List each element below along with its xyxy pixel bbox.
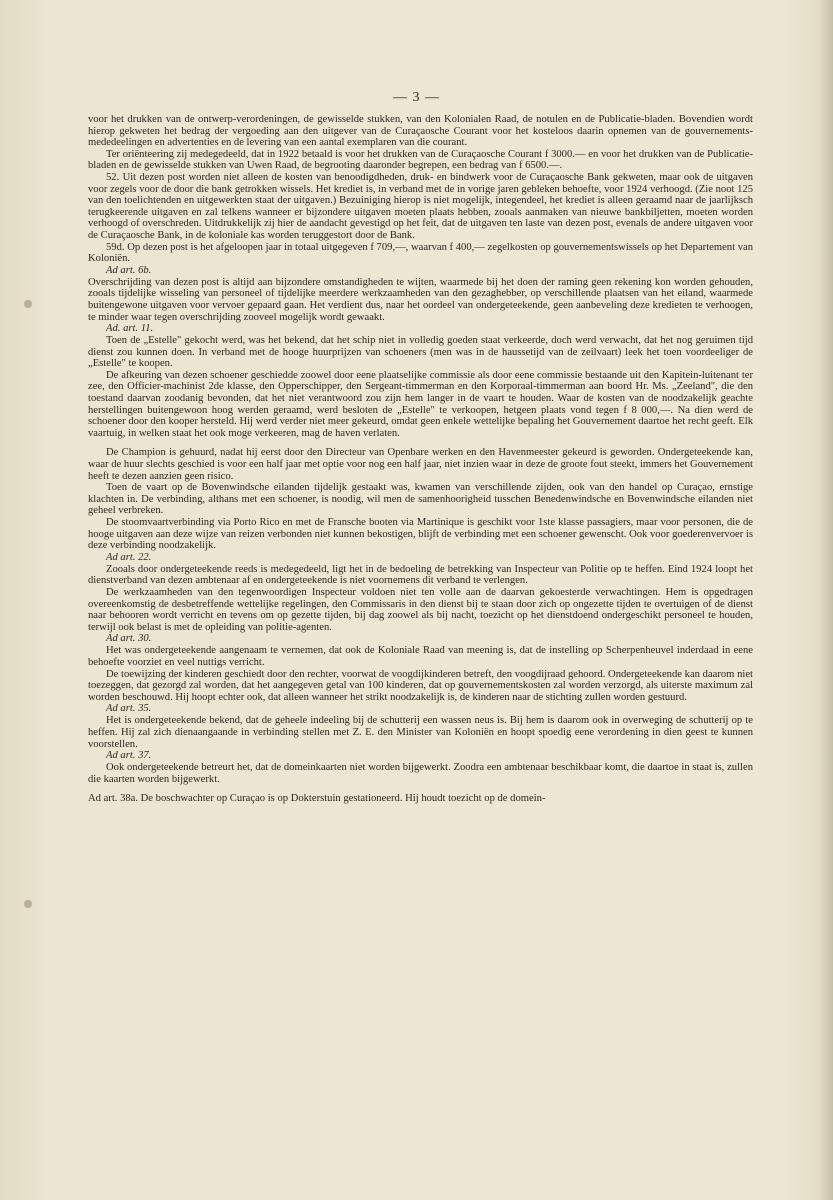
paragraph: Toen de vaart op de Bovenwindsche eilanden tijdelijk gestaakt was, kwamen van verschillende zijden, ook van den handel op Curaçao, ernstige klachten in. De verbinding, althans met een schoener, is noodig, wil men de samenhoorigheid tusschen Benedenwindsche en Bovenwindsche eilanden niet geheel verbreken. (88, 482, 753, 517)
paragraph: De stoomvaartverbinding via Porto Rico en met de Fransche booten via Martinique is geschikt voor 1ste klasse passagiers, maar voor personen, die de hooge uitgaven aan deze wijze van reizen verbonden niet kunnen bekostigen, blijft de verbinding met een schoener gewenscht. Ook voor goederenvervoer is deze verbinding noodzakelijk. (88, 517, 753, 552)
section-heading: Ad art. 6b. (106, 264, 152, 276)
section-gap (88, 785, 753, 793)
section-gap (88, 439, 753, 447)
section-heading: Ad art. 22. (106, 551, 152, 563)
paragraph: Het was ondergeteekende aangenaam te vernemen, dat ook de Koloniale Raad van meening is, dat de instelling op Scherpenheuvel inderdaad in eene behoefte voorziet en veel nuttigs verricht. (88, 645, 753, 668)
paragraph: De toewijzing der kinderen geschiedt door den rechter, voorwat de voogdijkinderen betreft, den voogdijraad gehoord. Ondergeteekende kan daarom niet toezeggen, dat gezorgd zal worden, dat het aangegeven getal van 100 kinderen, dat op gouvernementskosten zal worden verzorgd, als uiterste maximum zal worden beschouwd. Hij hoopt echter ook, dat alleen wanneer het strikt noodzakelijk is, de kinderen naar de stichting zullen worden gestuurd. (88, 668, 753, 703)
section-heading: Ad art. 37. (106, 750, 152, 762)
paragraph: 59d. Op dezen post is het afgeloopen jaar in totaal uitgegeven f 709,—, waarvan f 400,— zegelkosten op gouvernementswissels op het Departement van Koloniën. (88, 241, 753, 265)
paragraph: De afkeuring van dezen schoener geschiedde zoowel door eene plaatselijke commissie als door eene commissie bestaande uit den Kapitein-luitenant ter zee, den Officier-machinist 2de klasse, den Opperschipper, den Sergeant-timmerman en den Korporaal-timmerman aan boord Hr. Ms. „Zeeland", die den toestand daarvan zoodanig bevonden, dat het niet verantwoord zou zijn hem langer in de vaart te houden. Waar de kosten van de noodzakelijk geachte herstellingen buitengewoon hoog werden geraamd, werd besloten de „Estelle" te verkoopen, hetgeen plaats vond tegen f 8 000,—. Na dien werd de schoener door den kooper hersteld. Hij werd verder niet meer gekeurd, omdat geen enkele wettelijke bepaling het Gouvernement daartoe het recht geeft. Elk vaartuig, in welken staat het ook moge verkeeren, mag de haven verlaten. (88, 369, 753, 439)
document-body (88, 114, 753, 805)
punch-hole-top (24, 300, 32, 308)
paragraph: 52. Uit dezen post worden niet alleen de kosten van benoodigdheden, druk- en bindwerk voor de Curaçaosche Bank gekweten, maar ook de uitgaven voor zegels voor de door die bank getrokken wissels. Het krediet is, in verband met de in vorige jaren gebleken behoefte, voor 1924 verhoogd. (Zie noot 125 van den toelichtenden en uitgewerkten staat der uitgaven.) Bezuiniging hierop is niet mogelijk, integendeel, het krediet is alleen geraamd naar de jaarlijksch terugkeerende uitgaven en zal telkens wanneer er bijzondere uitgaven moeten plaats hebben, zooals aanmaken van nieuwe bankbiljetten, moeten worden verhoogd of overschreden. Uitdrukkelijk zij hier de aandacht gevestigd op het feit, dat de uitgaven ten laste van dezen post, evenals de andere uitgaven voor de Curaçaosche Bank, in de koloniale kas worden teruggestort door de Bank. (88, 171, 753, 241)
paragraph: Toen de „Estelle" gekocht werd, was het bekend, dat het schip niet in volledig goeden staat verkeerde, doch werd verwacht, dat het nog geruimen tijd dienst zou kunnen doen. In verband met de hooge huurprijzen van schoeners (men was in de haussetijd van de zeilvaart) leek het toen voordeeliger de „Estelle" te koopen. (88, 335, 753, 370)
paragraph: Zooals door ondergeteekende reeds is medegedeeld, ligt het in de bedoeling de betrekking van Inspecteur van Politie op te heffen. Eind 1924 loopt het dienstverband van dezen ambtenaar af en ondergeteekende is niet voornemens dit verband te verlengen. (88, 563, 753, 587)
section-heading: Ad. art. 11. (106, 323, 154, 335)
punch-hole-bottom (24, 900, 32, 908)
paragraph: Ad art. 38a. De boschwachter op Curaçao is op Dokterstuin gestationeerd. Hij houdt toezicht op de domein- (88, 793, 546, 805)
paragraph: Het is ondergeteekende bekend, dat de geheele indeeling bij de schutterij een wassen neus is. Bij hem is daarom ook in overweging de schutterij op te heffen. Hij zal zich dienaangaande in verbinding stellen met Z. E. den Minister van Koloniën en hoopt spoedig eene verordening in dien geest te kunnen voorstellen. (88, 715, 753, 750)
binding-shadow (819, 0, 833, 1200)
paragraph: Overschrijding van dezen post is altijd aan bijzondere omstandigheden te wijten, waarmede bij het doen der raming geen rekening kon worden gehouden, zooals tijdelijke wisseling van personeel of tijdelijke meerdere werkzaamheden van den gezaghebber, op verschillende plaatsen van het eiland, waarmede buitengewone uitgaven voor vervoer gepaard gaan. Het verdient dus, naar het oordeel van ondergeteekende, geen aanbeveling deze kredieten te verhoogen, te minder waar tegen overschrijding zooveel mogelijk wordt gewaakt. (88, 276, 753, 323)
paragraph: Ter oriënteering zij medegedeeld, dat in 1922 betaald is voor het drukken van de Curaçaosche Courant f 3000.— en voor het drukken van de Publicatie-bladen en de gewisselde stukken van Uwen Raad, de begrooting daaronder begrepen, een bedrag van f 6500.—. (88, 148, 753, 172)
paragraph: De Champion is gehuurd, nadat hij eerst door den Directeur van Openbare werken en den Havenmeester gekeurd is geworden. Ondergeteekende kan, waar de huur slechts geschied is voor een half jaar met optie voor nog een half jaar, niet inzien waar in deze de groote fout steekt, immers het Gouvernement heeft te dezen aanzien geen risico. (88, 447, 753, 482)
paragraph: voor het drukken van de ontwerp-verordeningen, de gewisselde stukken, van den Kolonialen Raad, de notulen en de Publicatie-bladen. Bovendien wordt hierop gekweten het bedrag der vergoeding aan den uitgever van de Curaçaosche Courant voor het kosteloos daarin opnemen van de gouvernements-mededeelingen en advertenties en de levering van een aantal exemplaren van die courant. (88, 114, 753, 149)
paragraph: De werkzaamheden van den tegenwoordigen Inspecteur voldoen niet ten volle aan de daarvan gekoesterde verwachtingen. Hem is opgedragen overeenkomstig de desbetreffende wettelijke regelingen, den Commissaris in den dienst bij te staan door zich op ongezette tijden te overtuigen of de dienst naar behooren wordt verricht en tevens om op gezette tijden, bij dag zoowel als bij nacht, toezicht op het dienstdoend ondergeschikt personeel te houden, terwijl ook belast is met de opleiding van politie-agenten. (88, 586, 753, 633)
section-heading: Ad art. 35. (106, 703, 152, 715)
section-heading: Ad art. 30. (106, 633, 152, 645)
paragraph: Ook ondergeteekende betreurt het, dat de domeinkaarten niet worden bijgewerkt. Zoodra een ambtenaar beschikbaar komt, die daartoe in staat is, zullen die kaarten worden bijgewerkt. (88, 762, 753, 785)
page-number: — 3 — (393, 90, 440, 105)
